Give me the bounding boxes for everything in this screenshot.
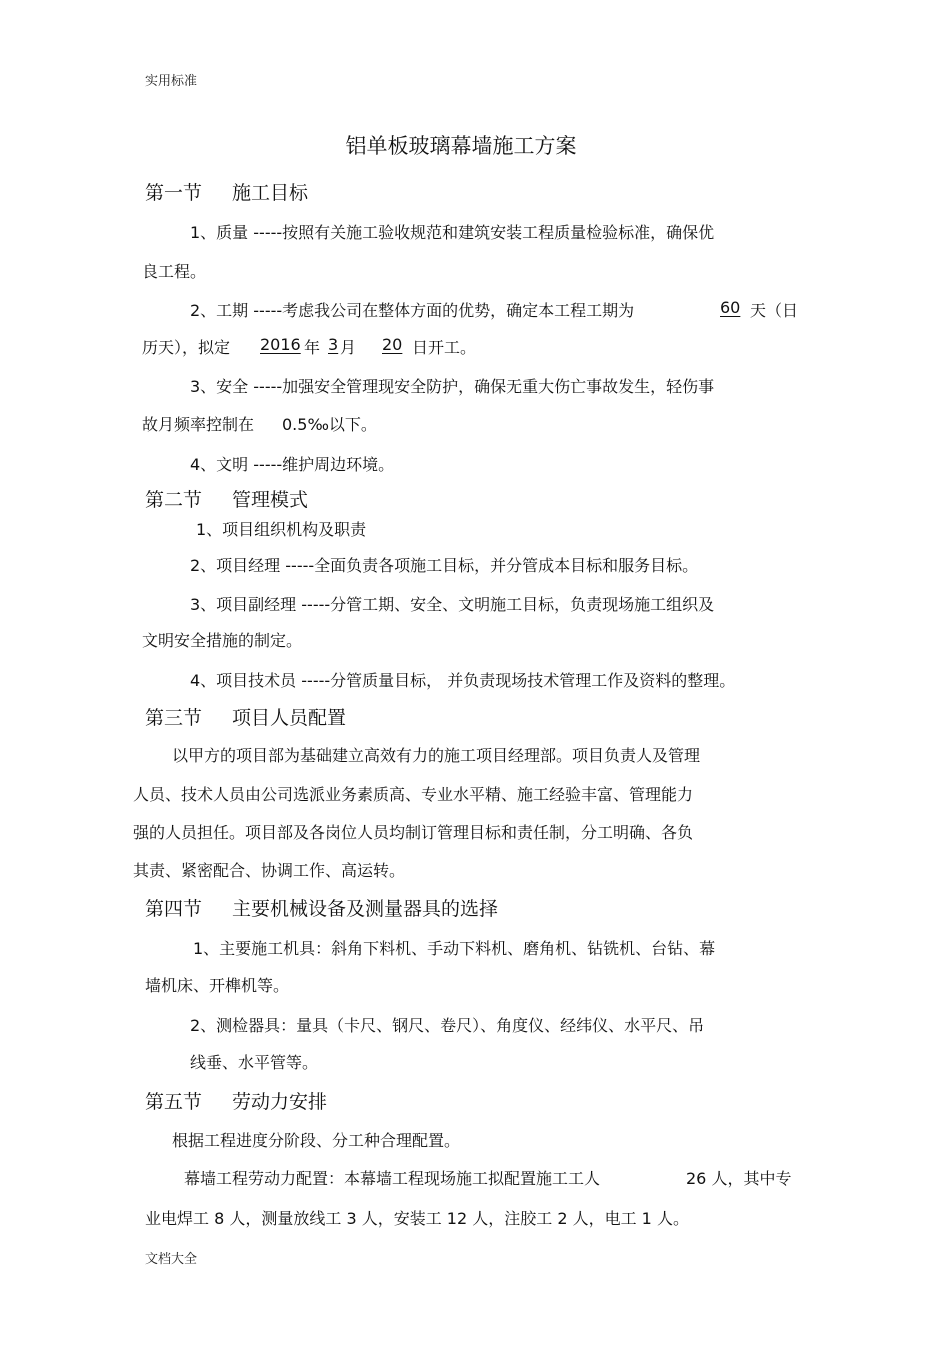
s1-schedule-line2: 历天），拟定 — [142, 338, 231, 357]
s2-tech-line: 4、项目技术员 -----分管质量目标， 并负责现场技术管理工作及资料的整理。 — [190, 671, 736, 690]
s2-deputy-line1: 3、项目副经理 -----分管工期、安全、文明施工目标，负责现场施工组织及 — [190, 595, 715, 614]
s2-deputy-line2: 文明安全措施的制定。 — [142, 631, 303, 650]
s1-start-month: 3 — [328, 335, 339, 354]
s1-start-year-unit: 年 — [304, 338, 321, 357]
s1-quality-line2: 良工程。 — [142, 262, 207, 281]
section-1-number: 第一节 — [145, 182, 203, 204]
section-2-title: 管理模式 — [232, 489, 309, 511]
s1-safety-line1: 3、安全 -----加强安全管理现安全防护，确保无重大伤亡事故发生，轻伤事 — [190, 377, 715, 396]
section-4-number: 第四节 — [145, 898, 203, 920]
s1-start-day-unit: 日开工。 — [412, 338, 477, 357]
s4-tools-line2: 墙机床、开榫机等。 — [145, 976, 290, 995]
section-2-number: 第二节 — [145, 489, 203, 511]
s1-safety-rate: 0.5‰以下。 — [282, 415, 377, 434]
page-header: 实用标准 — [145, 74, 198, 89]
s3-line3: 强的人员担任。项目部及各岗位人员均制订管理目标和责任制，分工明确、各负 — [133, 823, 694, 842]
s3-line4: 其责、紧密配合、协调工作、高运转。 — [133, 861, 406, 880]
s4-tools-line1: 1、主要施工机具：斜角下料机、手动下料机、磨角机、钻铣机、台钻、幕 — [193, 939, 716, 958]
document-title: 铝单板玻璃幕墙施工方案 — [345, 134, 577, 158]
section-4-title: 主要机械设备及测量器具的选择 — [232, 898, 499, 920]
s5-line1: 根据工程进度分阶段、分工种合理配置。 — [172, 1131, 461, 1150]
s5-labor-line2: 业电焊工 8 人，测量放线工 3 人，安装工 12 人，注胶工 2 人，电工 1 人。 — [145, 1209, 689, 1228]
s1-start-year: 2016 — [260, 335, 301, 354]
s1-safety-line2: 故月频率控制在 — [142, 415, 255, 434]
s3-line2: 人员、技术人员由公司选派业务素质高、专业水平精、施工经验丰富、管理能力 — [133, 785, 694, 804]
section-1-title: 施工目标 — [232, 182, 309, 204]
s2-org-line: 1、项目组织机构及职责 — [196, 520, 367, 539]
s5-labor-line1: 幕墙工程劳动力配置：本幕墙工程现场施工拟配置施工工人 — [184, 1169, 601, 1188]
s5-labor-total: 26 人，其中专 — [686, 1169, 792, 1188]
s1-start-day: 20 — [382, 335, 403, 354]
section-5-title: 劳动力安排 — [232, 1091, 328, 1113]
s1-schedule-days-unit: 天（日 — [750, 301, 799, 320]
s3-line1: 以甲方的项目部为基础建立高效有力的施工项目经理部。项目负责人及管理 — [172, 746, 701, 765]
s1-start-month-unit: 月 — [340, 338, 357, 357]
section-3-title: 项目人员配置 — [232, 707, 347, 729]
section-5-number: 第五节 — [145, 1091, 203, 1113]
s1-quality-line1: 1、质量 -----按照有关施工验收规范和建筑安装工程质量检验标准，确保优 — [190, 223, 715, 242]
s1-schedule-line1: 2、工期 -----考虑我公司在整体方面的优势，确定本工程工期为 — [190, 301, 635, 320]
s4-instruments-line2: 线垂、水平管等。 — [190, 1053, 319, 1072]
s1-civil-line: 4、文明 -----维护周边环境。 — [190, 455, 395, 474]
s2-manager-line: 2、项目经理 -----全面负责各项施工目标，并分管成本目标和服务目标。 — [190, 556, 699, 575]
section-3-number: 第三节 — [145, 707, 203, 729]
s4-instruments-line1: 2、测检器具：量具（卡尺、钢尺、卷尺）、角度仪、经纬仪、水平尺、吊 — [190, 1016, 705, 1035]
page-footer: 文档大全 — [145, 1252, 198, 1267]
s1-schedule-days: 60 — [720, 298, 741, 317]
